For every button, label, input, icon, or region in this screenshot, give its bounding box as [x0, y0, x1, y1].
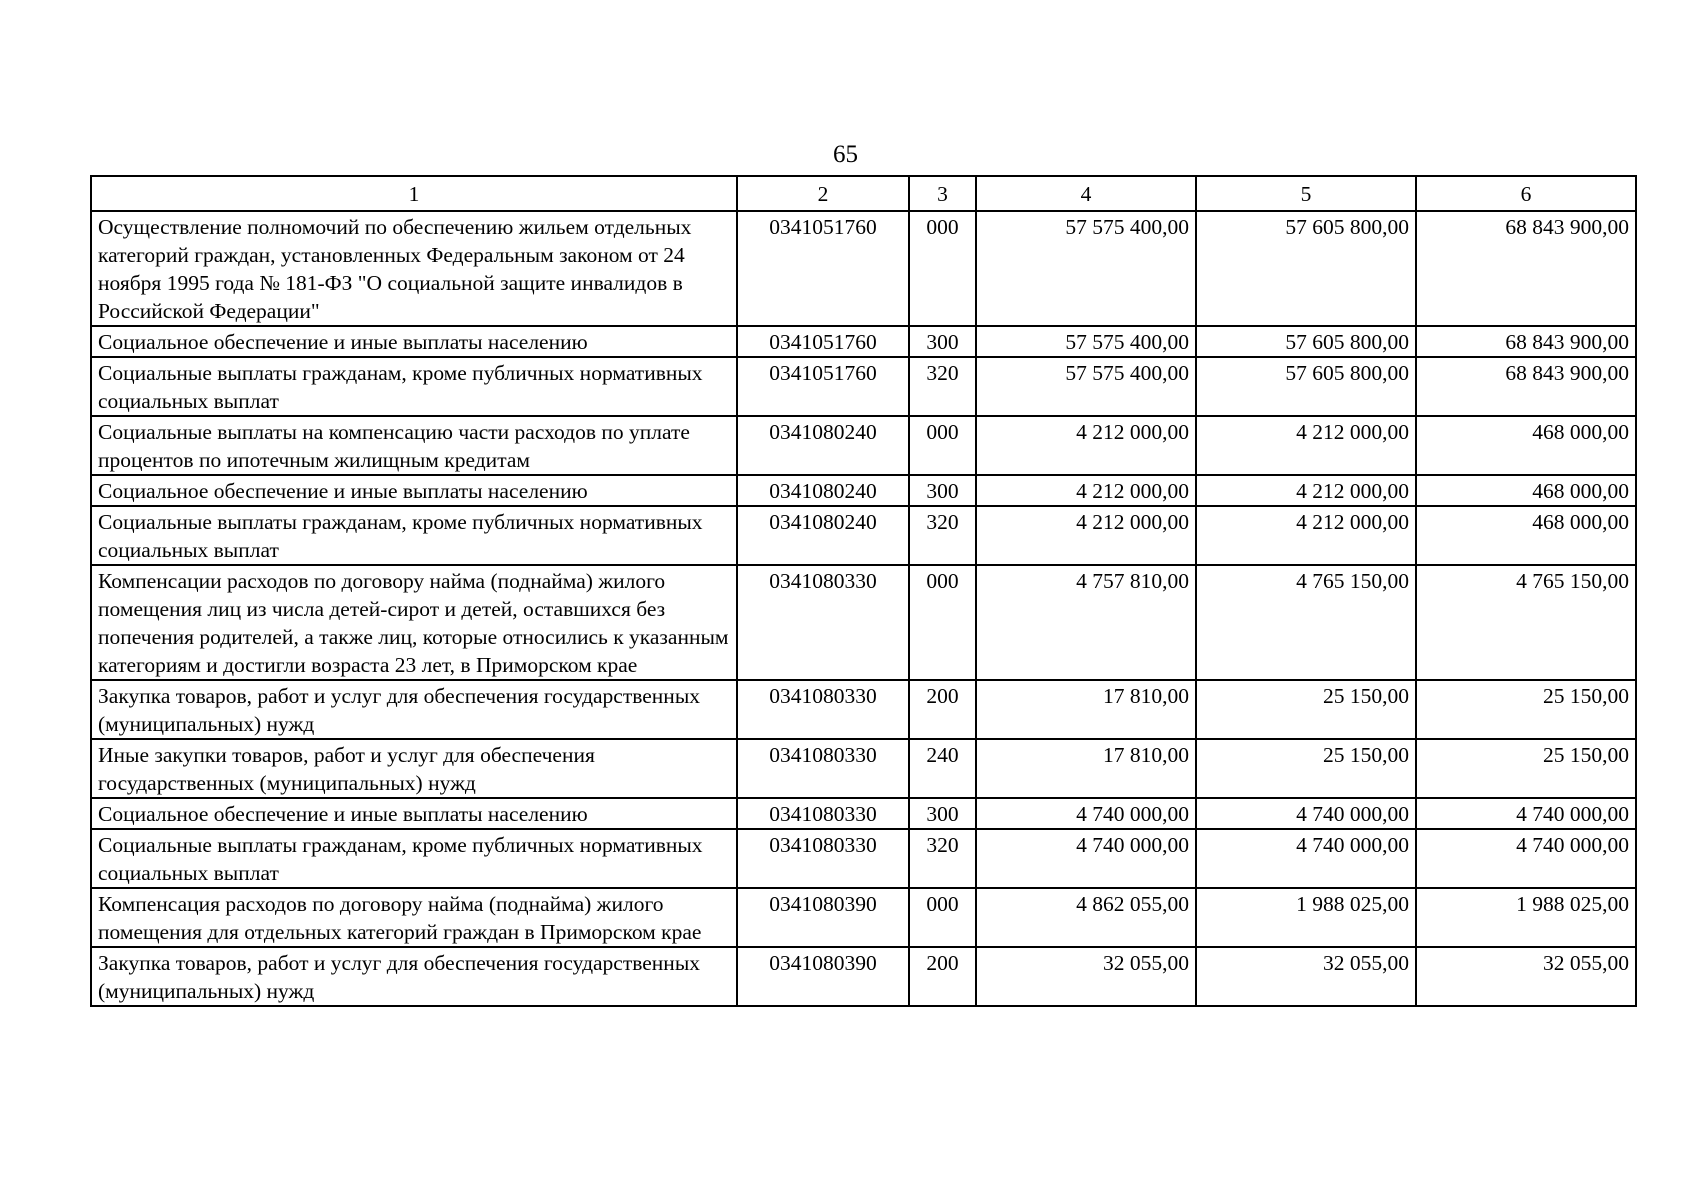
row-amount-3: 25 150,00 [1416, 680, 1636, 739]
row-amount-3: 68 843 900,00 [1416, 357, 1636, 416]
row-amount-3: 68 843 900,00 [1416, 326, 1636, 357]
column-header-3: 3 [909, 176, 976, 211]
row-target-code: 0341080330 [737, 565, 909, 680]
row-amount-2: 1 988 025,00 [1196, 888, 1416, 947]
budget-table [90, 175, 1637, 1007]
row-amount-2: 57 605 800,00 [1196, 357, 1416, 416]
column-header-5: 5 [1196, 176, 1416, 211]
row-target-code: 0341080390 [737, 888, 909, 947]
row-target-code: 0341051760 [737, 211, 909, 326]
row-description: Социальные выплаты гражданам, кроме публичных нормативных социальных выплат [91, 829, 737, 888]
row-expense-type: 240 [909, 739, 976, 798]
row-amount-1: 57 575 400,00 [976, 326, 1196, 357]
row-amount-1: 4 862 055,00 [976, 888, 1196, 947]
row-target-code: 0341080390 [737, 947, 909, 1006]
row-amount-1: 57 575 400,00 [976, 211, 1196, 326]
row-amount-2: 57 605 800,00 [1196, 326, 1416, 357]
table-row [91, 326, 1636, 357]
row-amount-3: 4 740 000,00 [1416, 829, 1636, 888]
row-description: Социальные выплаты гражданам, кроме публичных нормативных социальных выплат [91, 357, 737, 416]
row-target-code: 0341080330 [737, 829, 909, 888]
row-description: Закупка товаров, работ и услуг для обеспечения государственных (муниципальных) нужд [91, 680, 737, 739]
row-amount-1: 4 740 000,00 [976, 798, 1196, 829]
row-amount-1: 17 810,00 [976, 680, 1196, 739]
row-expense-type: 000 [909, 211, 976, 326]
row-description: Социальные выплаты гражданам, кроме публичных нормативных социальных выплат [91, 506, 737, 565]
table-row [91, 680, 1636, 739]
row-expense-type: 000 [909, 416, 976, 475]
row-description: Компенсации расходов по договору найма (поднайма) жилого помещения лиц из числа детей-сирот и детей, оставшихся без попечения родителей, а также лиц, которые относились к указанным категориям и достигли возраста 23 лет, в Приморском крае [91, 565, 737, 680]
row-description: Социальное обеспечение и иные выплаты населению [91, 475, 737, 506]
table-row [91, 506, 1636, 565]
table-row [91, 357, 1636, 416]
row-expense-type: 300 [909, 475, 976, 506]
row-expense-type: 320 [909, 829, 976, 888]
row-amount-1: 4 212 000,00 [976, 416, 1196, 475]
row-amount-2: 4 740 000,00 [1196, 798, 1416, 829]
row-target-code: 0341051760 [737, 326, 909, 357]
row-amount-3: 25 150,00 [1416, 739, 1636, 798]
row-amount-1: 57 575 400,00 [976, 357, 1196, 416]
row-expense-type: 000 [909, 888, 976, 947]
row-target-code: 0341080330 [737, 680, 909, 739]
row-amount-3: 468 000,00 [1416, 475, 1636, 506]
row-amount-2: 25 150,00 [1196, 680, 1416, 739]
row-amount-2: 4 212 000,00 [1196, 506, 1416, 565]
row-expense-type: 200 [909, 947, 976, 1006]
row-amount-2: 57 605 800,00 [1196, 211, 1416, 326]
row-description: Иные закупки товаров, работ и услуг для обеспечения государственных (муниципальных) нужд [91, 739, 737, 798]
row-amount-1: 17 810,00 [976, 739, 1196, 798]
row-description: Компенсация расходов по договору найма (поднайма) жилого помещения для отдельных категорий граждан в Приморском крае [91, 888, 737, 947]
row-description: Закупка товаров, работ и услуг для обеспечения государственных (муниципальных) нужд [91, 947, 737, 1006]
row-target-code: 0341080240 [737, 475, 909, 506]
row-target-code: 0341080330 [737, 798, 909, 829]
row-amount-3: 4 765 150,00 [1416, 565, 1636, 680]
row-amount-3: 32 055,00 [1416, 947, 1636, 1006]
row-description: Осуществление полномочий по обеспечению жильем отдельных категорий граждан, установленных Федеральным законом от 24 ноября 1995 года № 181-ФЗ "О социальной защите инвалидов в Российской Федерации" [91, 211, 737, 326]
row-amount-2: 4 740 000,00 [1196, 829, 1416, 888]
row-description: Социальное обеспечение и иные выплаты населению [91, 326, 737, 357]
table-row [91, 416, 1636, 475]
row-amount-3: 4 740 000,00 [1416, 798, 1636, 829]
row-amount-1: 4 212 000,00 [976, 475, 1196, 506]
table-row [91, 475, 1636, 506]
table-row [91, 829, 1636, 888]
row-expense-type: 320 [909, 357, 976, 416]
page-number: 65 [833, 141, 858, 168]
table-row [91, 888, 1636, 947]
row-amount-3: 468 000,00 [1416, 416, 1636, 475]
row-amount-1: 4 212 000,00 [976, 506, 1196, 565]
row-amount-2: 32 055,00 [1196, 947, 1416, 1006]
row-expense-type: 320 [909, 506, 976, 565]
row-amount-1: 4 757 810,00 [976, 565, 1196, 680]
table-row [91, 739, 1636, 798]
table-row [91, 211, 1636, 326]
table-row [91, 798, 1636, 829]
row-amount-2: 4 212 000,00 [1196, 475, 1416, 506]
row-expense-type: 300 [909, 326, 976, 357]
header-row [91, 176, 1636, 211]
row-amount-1: 4 740 000,00 [976, 829, 1196, 888]
column-header-1: 1 [91, 176, 737, 211]
row-target-code: 0341080240 [737, 416, 909, 475]
row-amount-2: 25 150,00 [1196, 739, 1416, 798]
row-amount-3: 1 988 025,00 [1416, 888, 1636, 947]
table-row [91, 565, 1636, 680]
row-amount-3: 468 000,00 [1416, 506, 1636, 565]
table-row [91, 947, 1636, 1006]
row-target-code: 0341080240 [737, 506, 909, 565]
row-amount-1: 32 055,00 [976, 947, 1196, 1006]
row-amount-3: 68 843 900,00 [1416, 211, 1636, 326]
row-target-code: 0341051760 [737, 357, 909, 416]
column-header-6: 6 [1416, 176, 1636, 211]
column-header-4: 4 [976, 176, 1196, 211]
column-header-2: 2 [737, 176, 909, 211]
row-amount-2: 4 212 000,00 [1196, 416, 1416, 475]
row-description: Социальные выплаты на компенсацию части расходов по уплате процентов по ипотечным жилищным кредитам [91, 416, 737, 475]
row-expense-type: 300 [909, 798, 976, 829]
row-description: Социальное обеспечение и иные выплаты населению [91, 798, 737, 829]
row-expense-type: 000 [909, 565, 976, 680]
row-expense-type: 200 [909, 680, 976, 739]
row-amount-2: 4 765 150,00 [1196, 565, 1416, 680]
row-target-code: 0341080330 [737, 739, 909, 798]
